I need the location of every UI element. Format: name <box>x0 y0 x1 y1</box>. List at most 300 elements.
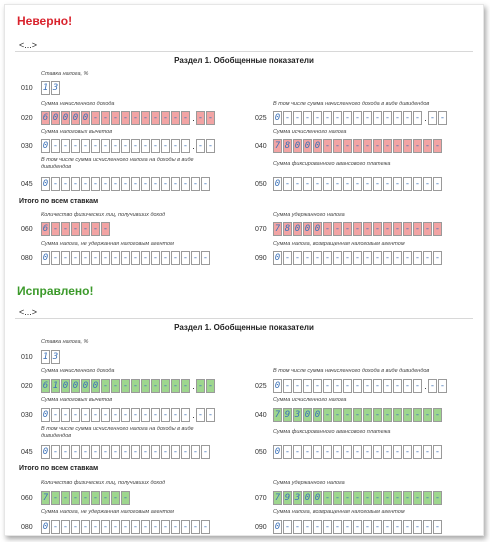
form-cell: - <box>334 493 341 503</box>
form-cell: - <box>434 447 441 457</box>
fixed-code-080: 080 <box>21 524 33 531</box>
form-cell: - <box>364 493 371 503</box>
form-cell: - <box>324 113 331 123</box>
wrong-label-010: Ставка налога, % <box>41 71 89 77</box>
form-cell: 0 <box>274 113 281 123</box>
form-cell: - <box>384 522 391 532</box>
form-cell: - <box>434 253 441 263</box>
form-cell: - <box>374 113 381 123</box>
form-cell: - <box>152 522 159 532</box>
form-cell: 0 <box>314 224 321 234</box>
form-cell: - <box>172 381 179 391</box>
wrong-divider <box>15 51 473 52</box>
form-cell: - <box>324 253 331 263</box>
form-cell: - <box>62 141 69 151</box>
form-cell: - <box>122 141 129 151</box>
wrong-label-045: В том числе сумма исчисленного налога на доходы в виде дивидендов <box>41 157 194 170</box>
form-cell: - <box>344 141 351 151</box>
form-cell: - <box>82 141 89 151</box>
form-cell: - <box>102 253 109 263</box>
fixed-field-090 <box>273 520 443 534</box>
form-cell: - <box>82 447 89 457</box>
form-cell: 0 <box>62 381 69 391</box>
form-cell: - <box>207 381 214 391</box>
fixed-ellipsis: <...> <box>19 307 38 317</box>
form-cell: - <box>142 253 149 263</box>
form-cell: - <box>82 224 89 234</box>
form-cell: - <box>162 410 169 420</box>
wrong-ellipsis: <...> <box>19 40 38 50</box>
form-cell: - <box>334 141 341 151</box>
form-cell: - <box>344 522 351 532</box>
form-cell: - <box>414 253 421 263</box>
form-cell: - <box>324 522 331 532</box>
form-cell: - <box>364 179 371 189</box>
form-cell: 0 <box>42 447 49 457</box>
form-cell: - <box>102 410 109 420</box>
form-cell: - <box>324 381 331 391</box>
form-cell: - <box>122 253 129 263</box>
form-cell: - <box>112 381 119 391</box>
fixed-field-040 <box>273 408 443 422</box>
form-cell: - <box>142 447 149 457</box>
form-cell: - <box>364 224 371 234</box>
form-cell: 0 <box>52 113 59 123</box>
fixed-code-020: 020 <box>21 383 33 390</box>
form-cell: - <box>132 447 139 457</box>
fixed-label-060: Количество физических лиц, получивших доход <box>41 480 166 486</box>
fixed-field-050 <box>273 445 443 459</box>
form-cell: - <box>294 113 301 123</box>
fixed-section-title: Раздел 1. Обобщенные показатели <box>174 323 314 332</box>
form-cell: - <box>434 522 441 532</box>
wrong-label-020: Сумма начисленного дохода <box>41 101 115 107</box>
wrong-label-070: Сумма удержанного налога <box>273 212 345 218</box>
form-cell: - <box>162 113 169 123</box>
fixed-field-045 <box>41 445 211 459</box>
form-cell: - <box>344 113 351 123</box>
form-cell: - <box>192 447 199 457</box>
wrong-field-010 <box>41 81 61 95</box>
form-cell: - <box>92 224 99 234</box>
form-cell: - <box>404 224 411 234</box>
form-cell: - <box>324 141 331 151</box>
form-cell: 0 <box>42 253 49 263</box>
wrong-section-title: Раздел 1. Обобщенные показатели <box>174 56 314 65</box>
form-cell: - <box>324 493 331 503</box>
form-cell: - <box>172 179 179 189</box>
fixed-field-020 <box>41 379 216 393</box>
form-cell: - <box>414 224 421 234</box>
form-cell: - <box>207 410 214 420</box>
form-cell: - <box>102 381 109 391</box>
form-cell: - <box>207 141 214 151</box>
form-cell: - <box>112 447 119 457</box>
form-cell: 7 <box>274 224 281 234</box>
form-cell: 0 <box>304 224 311 234</box>
form-cell: 0 <box>62 113 69 123</box>
form-cell: - <box>122 381 129 391</box>
form-cell: - <box>434 224 441 234</box>
form-cell: - <box>294 179 301 189</box>
form-cell: - <box>92 522 99 532</box>
form-cell: - <box>162 179 169 189</box>
form-cell: 0 <box>42 141 49 151</box>
form-cell: - <box>384 113 391 123</box>
form-cell: - <box>324 179 331 189</box>
form-cell: - <box>92 493 99 503</box>
fixed-section <box>5 271 483 537</box>
wrong-label-060: Количество физических лиц, получивших доход <box>41 212 166 218</box>
form-cell: - <box>82 522 89 532</box>
form-cell: - <box>384 493 391 503</box>
form-cell: - <box>284 179 291 189</box>
form-cell: - <box>394 493 401 503</box>
form-cell: - <box>364 522 371 532</box>
form-cell: - <box>434 141 441 151</box>
form-cell: 0 <box>72 113 79 123</box>
form-cell: - <box>192 179 199 189</box>
form-cell: - <box>152 141 159 151</box>
form-cell: 8 <box>284 141 291 151</box>
form-cell: - <box>152 113 159 123</box>
form-cell: - <box>122 113 129 123</box>
form-cell: - <box>102 113 109 123</box>
form-cell: - <box>294 253 301 263</box>
wrong-code-060: 060 <box>21 226 33 233</box>
form-cell: - <box>414 381 421 391</box>
form-cell: - <box>82 493 89 503</box>
wrong-field-040 <box>273 139 443 153</box>
fixed-label-070: Сумма удержанного налога <box>273 480 345 486</box>
wrong-heading: Неверно! <box>17 14 73 28</box>
form-cell: - <box>102 224 109 234</box>
form-cell: 0 <box>92 381 99 391</box>
form-cell: - <box>344 179 351 189</box>
form-cell: - <box>364 113 371 123</box>
form-cell: 7 <box>274 141 281 151</box>
wrong-field-050 <box>273 177 443 191</box>
form-cell: - <box>334 179 341 189</box>
form-cell: - <box>384 381 391 391</box>
form-cell: 0 <box>274 381 281 391</box>
form-cell: - <box>162 253 169 263</box>
form-cell: - <box>182 113 189 123</box>
form-cell: - <box>294 381 301 391</box>
form-cell: - <box>364 410 371 420</box>
form-cell: - <box>404 141 411 151</box>
decimal-separator: . <box>192 113 195 123</box>
wrong-label-025: В том числе сумма начисленного дохода в виде дивидендов <box>273 101 430 107</box>
form-cell: 0 <box>42 410 49 420</box>
form-cell: - <box>304 381 311 391</box>
form-cell: - <box>197 410 204 420</box>
decimal-separator: . <box>192 381 195 391</box>
form-cell: - <box>192 253 199 263</box>
form-cell: - <box>122 522 129 532</box>
fixed-label-040: Сумма исчисленного налога <box>273 397 347 403</box>
form-cell: - <box>434 179 441 189</box>
form-cell: - <box>142 141 149 151</box>
wrong-label-090: Сумма налога, возвращенная налоговым агентом <box>273 241 405 247</box>
form-cell: - <box>424 410 431 420</box>
form-cell: - <box>354 493 361 503</box>
form-cell: - <box>132 253 139 263</box>
form-cell: - <box>374 447 381 457</box>
form-cell: 1 <box>42 352 49 362</box>
wrong-field-020 <box>41 111 216 125</box>
fixed-field-060 <box>41 491 131 505</box>
form-cell: 0 <box>42 179 49 189</box>
wrong-label-040: Сумма исчисленного налога <box>273 129 347 135</box>
wrong-code-050: 050 <box>255 181 267 188</box>
form-cell: 9 <box>284 493 291 503</box>
form-cell: - <box>404 179 411 189</box>
form-cell: - <box>52 179 59 189</box>
form-cell: - <box>384 253 391 263</box>
form-cell: 7 <box>42 493 49 503</box>
form-cell: - <box>102 447 109 457</box>
wrong-code-040: 040 <box>255 143 267 150</box>
form-cell: - <box>182 410 189 420</box>
form-cell: - <box>182 522 189 532</box>
form-cell: - <box>112 179 119 189</box>
form-cell: - <box>132 381 139 391</box>
fixed-label-050: Сумма фиксированного авансового платежа <box>273 429 391 435</box>
fixed-code-030: 030 <box>21 412 33 419</box>
form-cell: 0 <box>274 179 281 189</box>
form-cell: - <box>354 447 361 457</box>
form-cell: - <box>82 253 89 263</box>
form-cell: - <box>334 113 341 123</box>
form-cell: - <box>72 141 79 151</box>
form-cell: - <box>122 493 129 503</box>
form-cell: - <box>92 253 99 263</box>
form-cell: - <box>162 141 169 151</box>
form-cell: - <box>132 141 139 151</box>
form-cell: - <box>152 179 159 189</box>
form-cell: - <box>394 522 401 532</box>
form-cell: - <box>394 253 401 263</box>
form-cell: - <box>202 522 209 532</box>
form-cell: - <box>82 179 89 189</box>
form-cell: 7 <box>274 493 281 503</box>
form-cell: - <box>394 224 401 234</box>
form-cell: - <box>122 447 129 457</box>
form-cell: - <box>52 493 59 503</box>
form-cell: - <box>102 522 109 532</box>
form-cell: - <box>172 141 179 151</box>
form-cell: - <box>122 179 129 189</box>
form-cell: - <box>182 253 189 263</box>
form-cell: - <box>334 447 341 457</box>
fixed-label-025: В том числе сумма начисленного дохода в виде дивидендов <box>273 368 430 374</box>
form-cell: - <box>334 410 341 420</box>
form-cell: - <box>52 253 59 263</box>
form-cell: - <box>172 253 179 263</box>
form-cell: - <box>112 522 119 532</box>
wrong-field-030 <box>41 139 216 153</box>
form-cell: - <box>72 493 79 503</box>
form-cell: - <box>374 253 381 263</box>
form-cell: - <box>52 141 59 151</box>
form-cell: - <box>364 253 371 263</box>
form-cell: - <box>52 447 59 457</box>
form-cell: - <box>112 113 119 123</box>
form-cell: 0 <box>42 522 49 532</box>
form-cell: - <box>374 381 381 391</box>
form-cell: - <box>424 493 431 503</box>
form-cell: - <box>434 493 441 503</box>
form-cell: 0 <box>314 493 321 503</box>
form-cell: 9 <box>284 410 291 420</box>
form-cell: - <box>102 493 109 503</box>
form-cell: - <box>404 253 411 263</box>
form-cell: - <box>294 522 301 532</box>
form-cell: - <box>354 522 361 532</box>
wrong-code-020: 020 <box>21 115 33 122</box>
form-cell: - <box>112 493 119 503</box>
form-cell: - <box>72 224 79 234</box>
form-cell: - <box>424 522 431 532</box>
form-cell: - <box>284 522 291 532</box>
form-cell: - <box>424 447 431 457</box>
form-cell: - <box>314 522 321 532</box>
form-cell: - <box>132 522 139 532</box>
form-cell: - <box>394 410 401 420</box>
form-cell: - <box>404 381 411 391</box>
form-cell: - <box>182 447 189 457</box>
form-cell: - <box>439 381 446 391</box>
form-cell: - <box>414 493 421 503</box>
wrong-field-025 <box>273 111 448 125</box>
fixed-divider <box>15 318 473 319</box>
form-cell: - <box>122 410 129 420</box>
form-cell: - <box>404 410 411 420</box>
form-cell: - <box>132 410 139 420</box>
form-cell: - <box>182 141 189 151</box>
fixed-label-080: Сумма налога, не удержанная налоговым агентом <box>41 509 174 515</box>
form-cell: - <box>324 224 331 234</box>
wrong-code-070: 070 <box>255 226 267 233</box>
form-cell: - <box>354 410 361 420</box>
form-cell: - <box>384 224 391 234</box>
form-cell: - <box>162 447 169 457</box>
form-cell: - <box>172 410 179 420</box>
form-cell: 0 <box>314 141 321 151</box>
form-cell: - <box>52 224 59 234</box>
form-cell: - <box>92 179 99 189</box>
wrong-field-070 <box>273 222 443 236</box>
form-cell: - <box>414 113 421 123</box>
form-cell: - <box>62 253 69 263</box>
wrong-label-030: Сумма налоговых вычетов <box>41 129 113 135</box>
fixed-label-090: Сумма налога, возвращенная налоговым агентом <box>273 509 405 515</box>
form-cell: - <box>324 447 331 457</box>
form-cell: - <box>62 410 69 420</box>
form-cell: - <box>304 253 311 263</box>
form-cell: - <box>152 253 159 263</box>
form-cell: - <box>394 447 401 457</box>
form-cell: 0 <box>82 113 89 123</box>
form-cell: - <box>52 410 59 420</box>
form-cell: - <box>354 381 361 391</box>
form-cell: 6 <box>42 381 49 391</box>
form-cell: - <box>394 141 401 151</box>
wrong-code-030: 030 <box>21 143 33 150</box>
decimal-separator: . <box>192 141 195 151</box>
wrong-code-045: 045 <box>21 181 33 188</box>
form-cell: - <box>374 493 381 503</box>
form-cell: 0 <box>294 224 301 234</box>
form-cell: - <box>197 141 204 151</box>
form-cell: - <box>344 253 351 263</box>
form-cell: - <box>424 224 431 234</box>
decimal-separator: . <box>192 410 195 420</box>
form-cell: - <box>414 179 421 189</box>
form-cell: - <box>182 179 189 189</box>
form-cell: - <box>142 179 149 189</box>
form-cell: 0 <box>304 493 311 503</box>
form-cell: - <box>394 381 401 391</box>
fixed-code-070: 070 <box>255 495 267 502</box>
form-cell: - <box>304 179 311 189</box>
fixed-code-060: 060 <box>21 495 33 502</box>
form-cell: - <box>142 410 149 420</box>
form-cell: - <box>314 253 321 263</box>
form-cell: - <box>314 113 321 123</box>
form-cell: - <box>62 224 69 234</box>
form-cell: - <box>72 447 79 457</box>
form-cell: - <box>364 141 371 151</box>
form-cell: - <box>197 113 204 123</box>
form-cell: - <box>314 381 321 391</box>
form-cell: - <box>344 447 351 457</box>
fixed-field-030 <box>41 408 216 422</box>
fixed-label-020: Сумма начисленного дохода <box>41 368 115 374</box>
form-cell: - <box>314 447 321 457</box>
fixed-heading: Исправлено! <box>17 284 94 298</box>
fixed-code-040: 040 <box>255 412 267 419</box>
form-cell: 7 <box>274 410 281 420</box>
fixed-field-080 <box>41 520 211 534</box>
form-cell: - <box>62 522 69 532</box>
form-cell: - <box>374 179 381 189</box>
form-cell: - <box>334 224 341 234</box>
wrong-field-080 <box>41 251 211 265</box>
form-cell: - <box>404 113 411 123</box>
form-cell: 3 <box>52 352 59 362</box>
form-cell: - <box>394 113 401 123</box>
form-cell: - <box>414 410 421 420</box>
form-cell: - <box>142 522 149 532</box>
form-cell: - <box>334 253 341 263</box>
form-cell: - <box>424 141 431 151</box>
form-cell: 1 <box>42 83 49 93</box>
wrong-section <box>5 5 483 271</box>
form-cell: - <box>404 493 411 503</box>
wrong-totals-title: Итого по всем ставкам <box>19 198 99 205</box>
form-cell: - <box>284 113 291 123</box>
form-cell: - <box>344 381 351 391</box>
form-cell: - <box>424 253 431 263</box>
form-cell: - <box>344 410 351 420</box>
form-cell: 3 <box>294 410 301 420</box>
fixed-code-045: 045 <box>21 449 33 456</box>
form-cell: 0 <box>274 447 281 457</box>
wrong-field-060 <box>41 222 111 236</box>
wrong-label-080: Сумма налога, не удержанная налоговым агентом <box>41 241 174 247</box>
